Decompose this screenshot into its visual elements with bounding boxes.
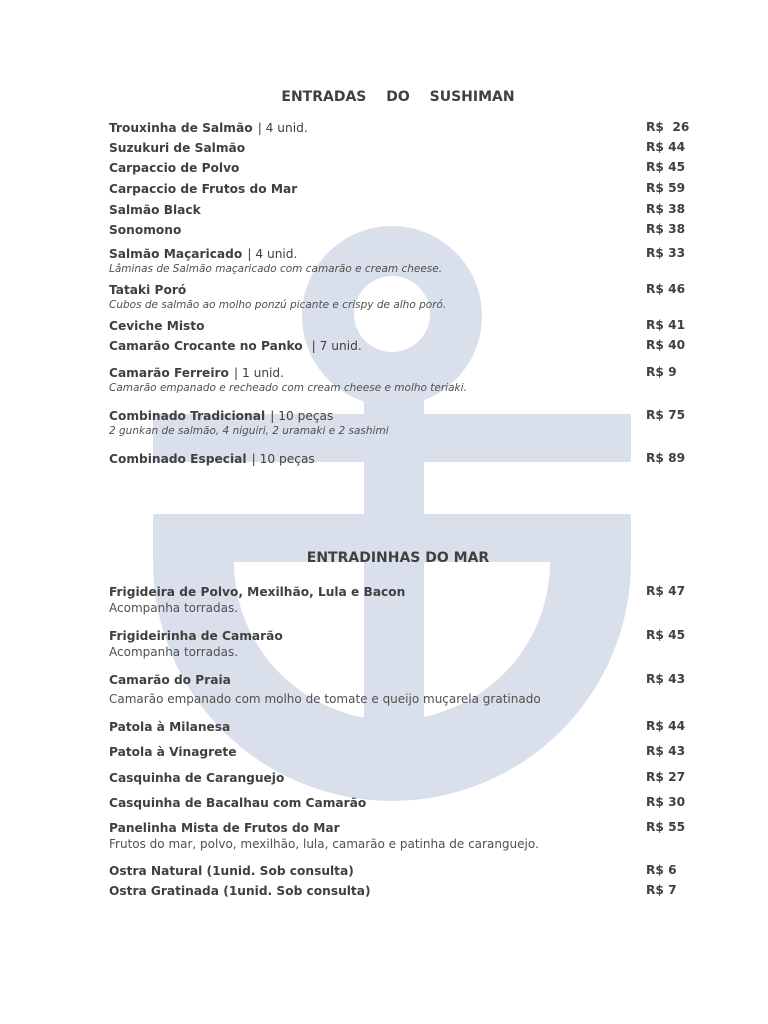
item-price: R$ 43 — [646, 744, 686, 758]
item-name: Suzukuri de Salmão — [109, 141, 246, 155]
item-price: R$ 7 — [646, 883, 677, 897]
menu-item — [109, 793, 689, 811]
item-name: Salmão Black — [109, 203, 201, 217]
item-price: R$ 44 — [646, 140, 686, 154]
section-title-mar: ENTRADINHAS DO MAR — [306, 550, 490, 566]
item-description: Camarão empanado com molho de tomate e queijo muçarela gratinado — [109, 692, 541, 706]
item-name: Ceviche Misto — [109, 319, 205, 333]
item-price: R$ 46 — [646, 282, 686, 296]
menu-item — [109, 118, 689, 136]
item-price: R$ 47 — [646, 584, 686, 598]
menu-item — [109, 280, 689, 313]
menu-item — [109, 316, 689, 334]
menu-item — [109, 244, 689, 277]
item-price: R$ 38 — [646, 202, 686, 216]
item-quantity: | 1 unid. — [233, 366, 285, 380]
item-name: Carpaccio de Polvo — [109, 161, 240, 175]
item-name: Salmão Maçaricado — [109, 247, 243, 261]
item-name: Patola à Milanesa — [109, 720, 231, 734]
item-description: Acompanha torradas. — [109, 601, 239, 615]
menu-item — [109, 670, 689, 707]
item-price: R$ 45 — [646, 628, 686, 642]
item-quantity: | 7 unid. — [307, 339, 362, 353]
menu-item — [109, 742, 689, 760]
menu-item — [109, 449, 689, 467]
item-price: R$ 38 — [646, 222, 686, 236]
item-name: Ostra Gratinada (1unid. Sob consulta) — [109, 884, 371, 898]
item-name: Frigideira de Polvo, Mexilhão, Lula e Bacon — [109, 585, 406, 599]
item-price: R$ 6 — [646, 863, 677, 877]
item-name: Camarão do Praia — [109, 673, 231, 687]
item-price: R$ 41 — [646, 318, 686, 332]
item-description: Camarão empanado e recheado com cream cheese e molho teriaki. — [109, 382, 467, 394]
item-name: Tataki Poró — [109, 283, 187, 297]
item-price: R$ 44 — [646, 719, 686, 733]
item-description: 2 gunkan de salmão, 4 niguiri, 2 uramaki e 2 sashimi — [109, 425, 389, 437]
menu-item — [109, 861, 689, 879]
section-title-sushiman: ENTRADAS DO SUSHIMAN — [281, 89, 515, 105]
item-price: R$ 27 — [646, 770, 686, 784]
item-name: Combinado Especial — [109, 452, 247, 466]
item-price: R$ 40 — [646, 338, 686, 352]
item-name: Camarão Ferreiro — [109, 366, 229, 380]
menu-item — [109, 363, 689, 396]
item-name: Casquinha de Caranguejo — [109, 771, 285, 785]
item-price: R$ 45 — [646, 160, 686, 174]
item-description: Cubos de salmão ao molho ponzú picante e crispy de alho poró. — [109, 299, 447, 311]
item-quantity: | 4 unid. — [247, 247, 298, 261]
item-price: R$ 55 — [646, 820, 686, 834]
menu-item — [109, 138, 689, 156]
menu-item — [109, 818, 689, 852]
item-price: R$ 59 — [646, 181, 686, 195]
item-description: Acompanha torradas. — [109, 645, 239, 659]
item-price: R$ 33 — [646, 246, 686, 260]
item-name: Combinado Tradicional — [109, 409, 266, 423]
item-description: Frutos do mar, polvo, mexilhão, lula, camarão e patinha de caranguejo. — [109, 837, 539, 851]
item-quantity: | 10 peças — [270, 409, 334, 423]
menu-item — [109, 881, 689, 899]
menu-item — [109, 200, 689, 218]
menu-item — [109, 179, 689, 197]
menu-item — [109, 626, 689, 660]
menu-item — [109, 582, 689, 616]
item-price: R$ 43 — [646, 672, 686, 686]
item-name: Carpaccio de Frutos do Mar — [109, 182, 298, 196]
item-quantity: | 4 unid. — [257, 121, 308, 135]
item-name: Trouxinha de Salmão — [109, 121, 253, 135]
menu-item — [109, 336, 689, 354]
item-name: Sonomono — [109, 223, 182, 237]
menu-item — [109, 768, 689, 786]
item-price: R$ 75 — [646, 408, 686, 422]
item-name: Panelinha Mista de Frutos do Mar — [109, 821, 340, 835]
item-name: Patola à Vinagrete — [109, 745, 237, 759]
item-name: Casquinha de Bacalhau com Camarão — [109, 796, 367, 810]
menu-item — [109, 220, 689, 238]
item-name: Camarão Crocante no Panko — [109, 339, 303, 353]
menu-item — [109, 717, 689, 735]
item-name: Frigideirinha de Camarão — [109, 629, 283, 643]
item-price: R$ 89 — [646, 451, 686, 465]
menu-item — [109, 406, 689, 439]
menu-item — [109, 158, 689, 176]
item-price: R$ 26 — [646, 120, 690, 134]
item-price: R$ 9 — [646, 365, 677, 379]
item-quantity: | 10 peças — [251, 452, 315, 466]
item-description: Lâminas de Salmão maçaricado com camarão e cream cheese. — [109, 263, 443, 275]
item-name: Ostra Natural (1unid. Sob consulta) — [109, 864, 354, 878]
item-price: R$ 30 — [646, 795, 686, 809]
